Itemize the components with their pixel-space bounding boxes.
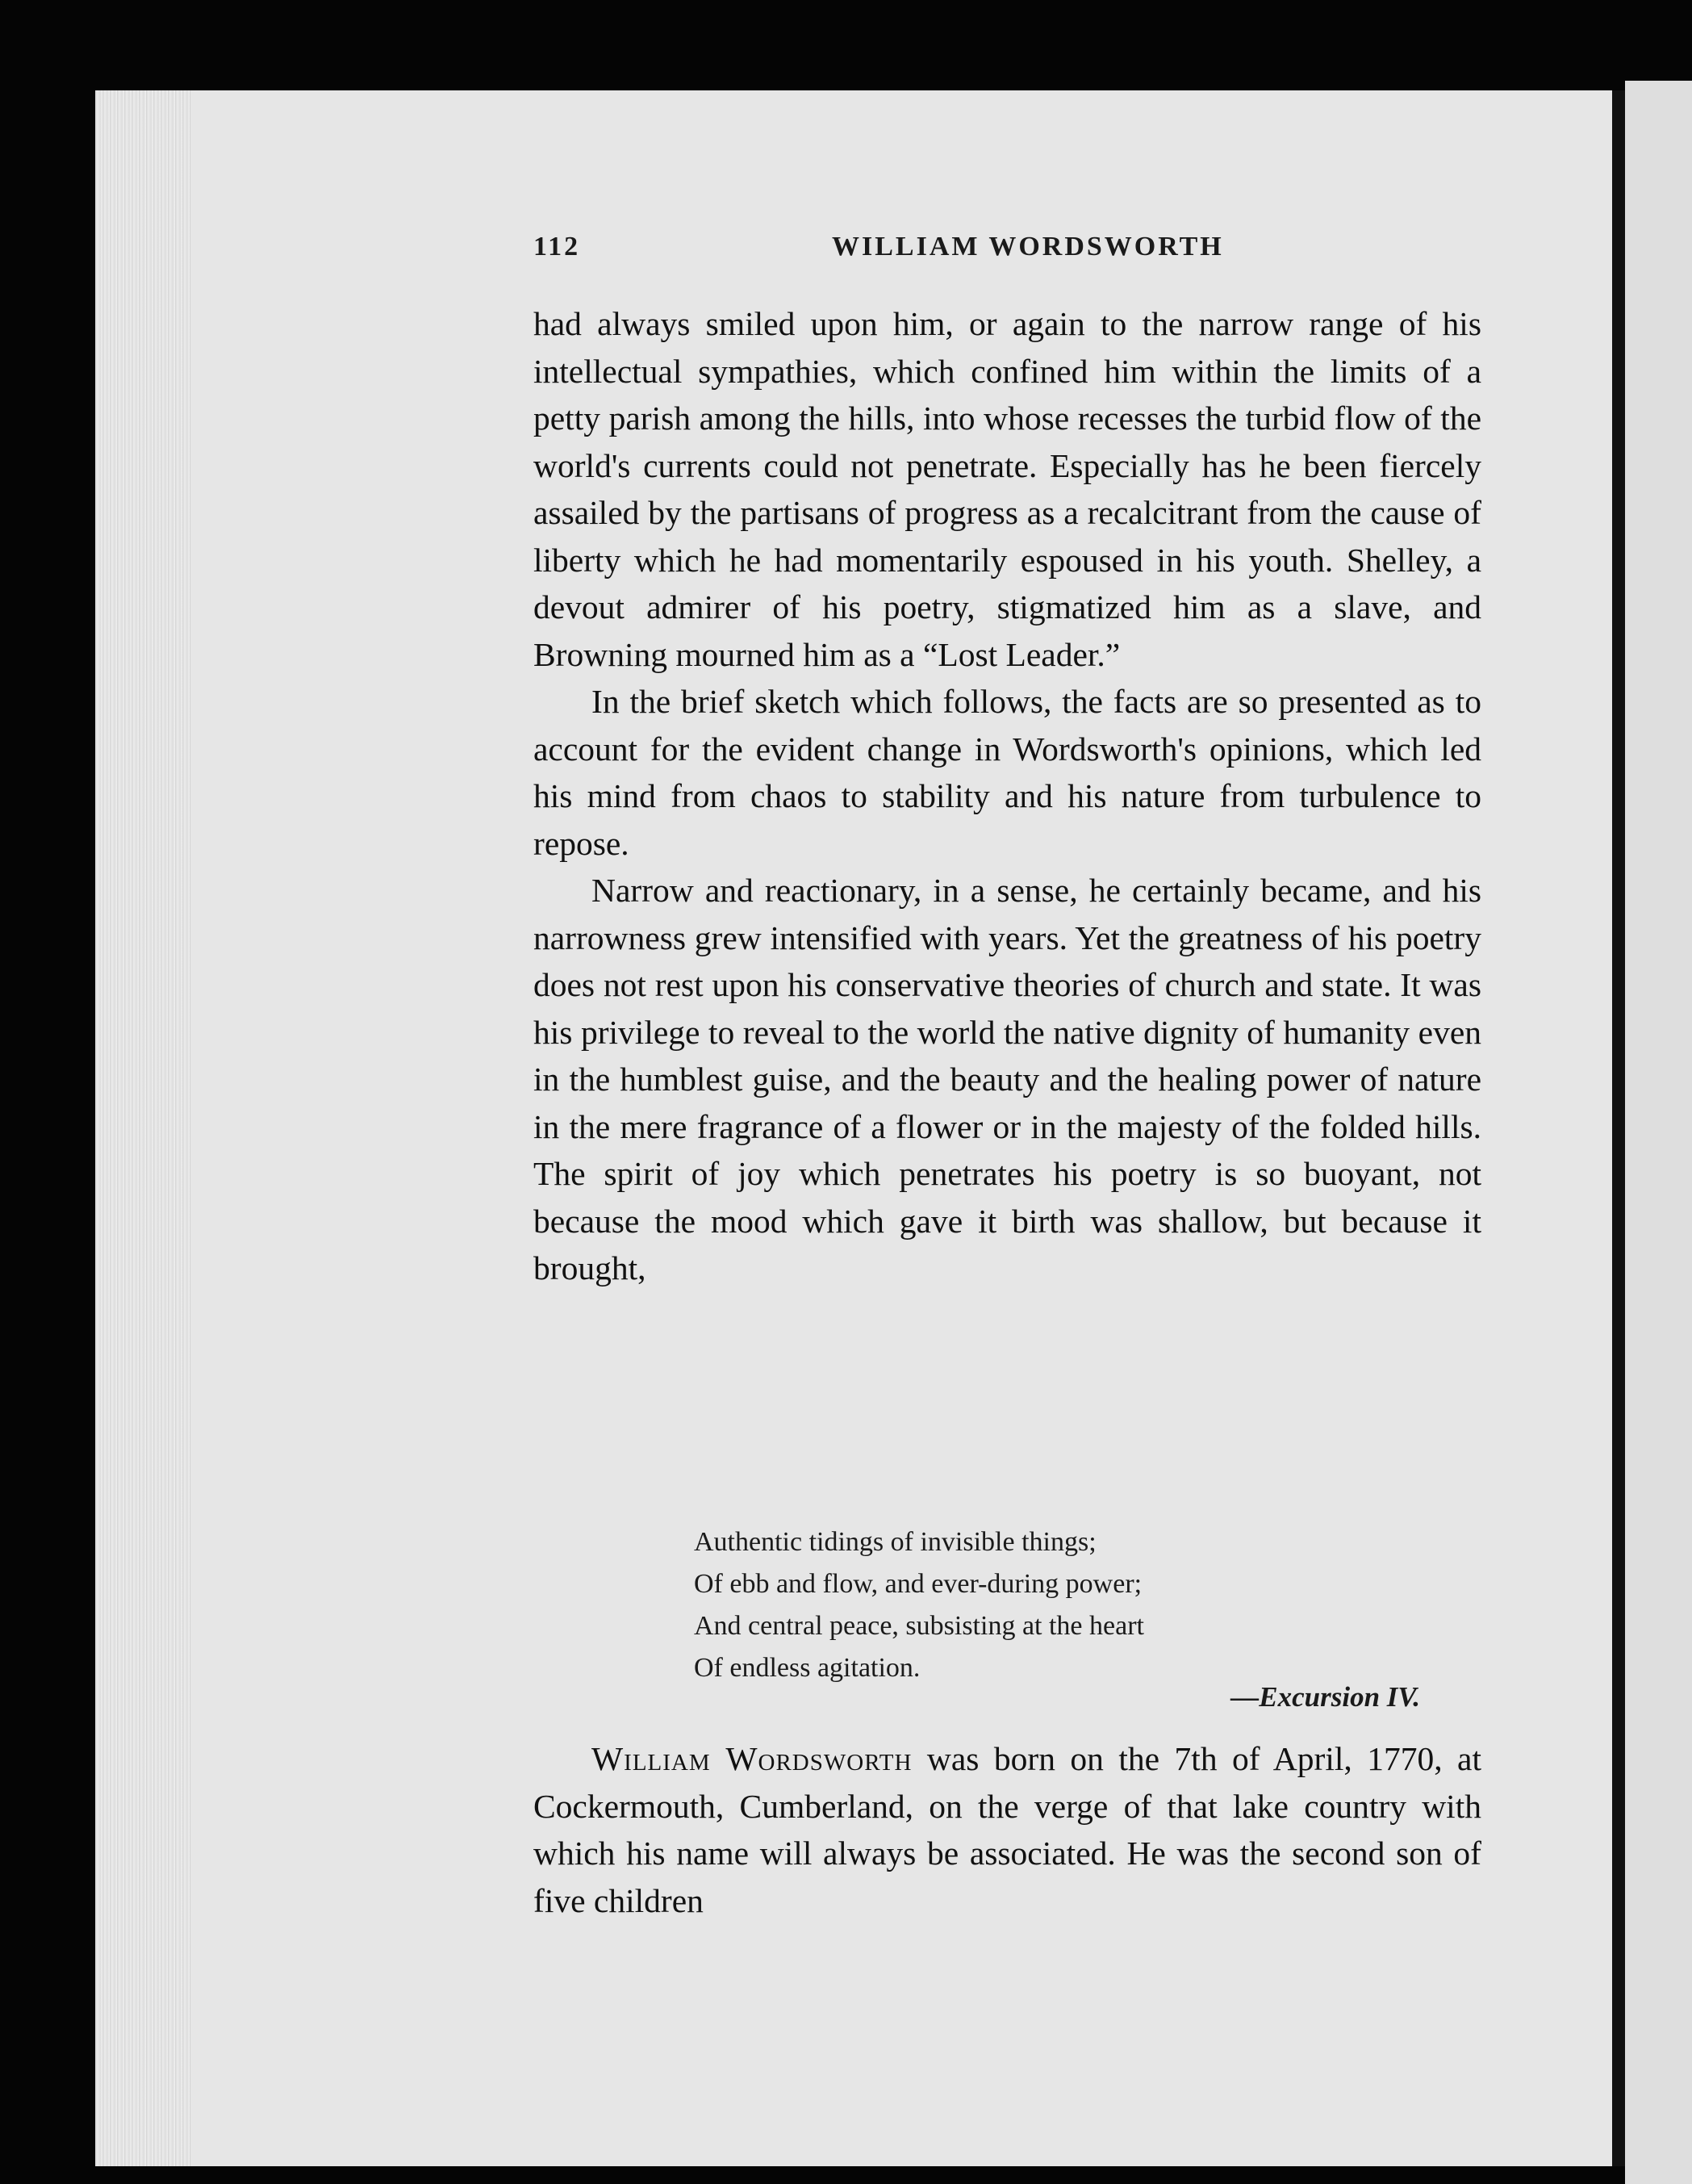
page-binding-shadow bbox=[1612, 90, 1625, 2166]
main-text bbox=[533, 300, 1481, 1292]
paragraph-body: was born on the 7th of April, 1770, at Cockermouth, Cumberland, on the verge of that lake country with which his name will always be associated. He was the second son of five children bbox=[533, 1740, 1481, 1919]
quotation-attribution: —Excursion IV. bbox=[1230, 1681, 1420, 1713]
scan-background-top bbox=[0, 0, 1692, 81]
quotation-line: Of endless agitation. bbox=[694, 1653, 921, 1683]
quotation-line: Authentic tidings of invisible things; bbox=[694, 1527, 1097, 1557]
quotation-line: And central peace, subsisting at the heart bbox=[694, 1611, 1144, 1641]
block-quotation bbox=[694, 1521, 1452, 1689]
paragraph: Narrow and reactionary, in a sense, he certainly became, and his narrowness grew intensified with years. Yet the greatness of his poetry does not rest upon his conservative theories of church and state. It was his privilege to reveal to the world the native dignity of humanity even in the humblest guise, and the beauty and the healing power of nature in the mere fragrance of a flower or in the majesty of the folded hills. The spirit of joy which penetrates his poetry is so buoyant, not because the mood which gave it birth was shallow, but because it brought, bbox=[533, 872, 1481, 1287]
quotation-line: Of ebb and flow, and ever-during power; bbox=[694, 1569, 1143, 1599]
facing-page-edge bbox=[1625, 81, 1692, 2184]
biography-text bbox=[533, 1735, 1481, 1924]
page-number: 112 bbox=[533, 232, 581, 261]
paragraph bbox=[533, 1735, 1481, 1924]
subject-name: William Wordsworth bbox=[591, 1740, 913, 1777]
running-head bbox=[533, 232, 1477, 272]
page-gutter-edge bbox=[95, 90, 192, 2166]
paragraph-continued: had always smiled upon him, or again to the narrow range of his intellectual sympathies, which confined him within the limits of a petty parish among the hills, into whose recesses the turbid flow of the world's currents could not penetrate. Especially has he been fiercely assailed by the partisans of progress as a recalcitrant from the cause of liberty which he had momentarily espoused in his youth. Shelley, a devout admirer of his poetry, stigmatized him as a slave, and Browning mourned him as a “Lost Leader.” bbox=[533, 305, 1481, 673]
running-head-title: WILLIAM WORDSWORTH bbox=[832, 232, 1224, 261]
paragraph: In the brief sketch which follows, the facts are so presented as to account for the evident change in Wordsworth's opinions, which led his mind from chaos to stability and his nature from turbulence to repose. bbox=[533, 683, 1481, 862]
